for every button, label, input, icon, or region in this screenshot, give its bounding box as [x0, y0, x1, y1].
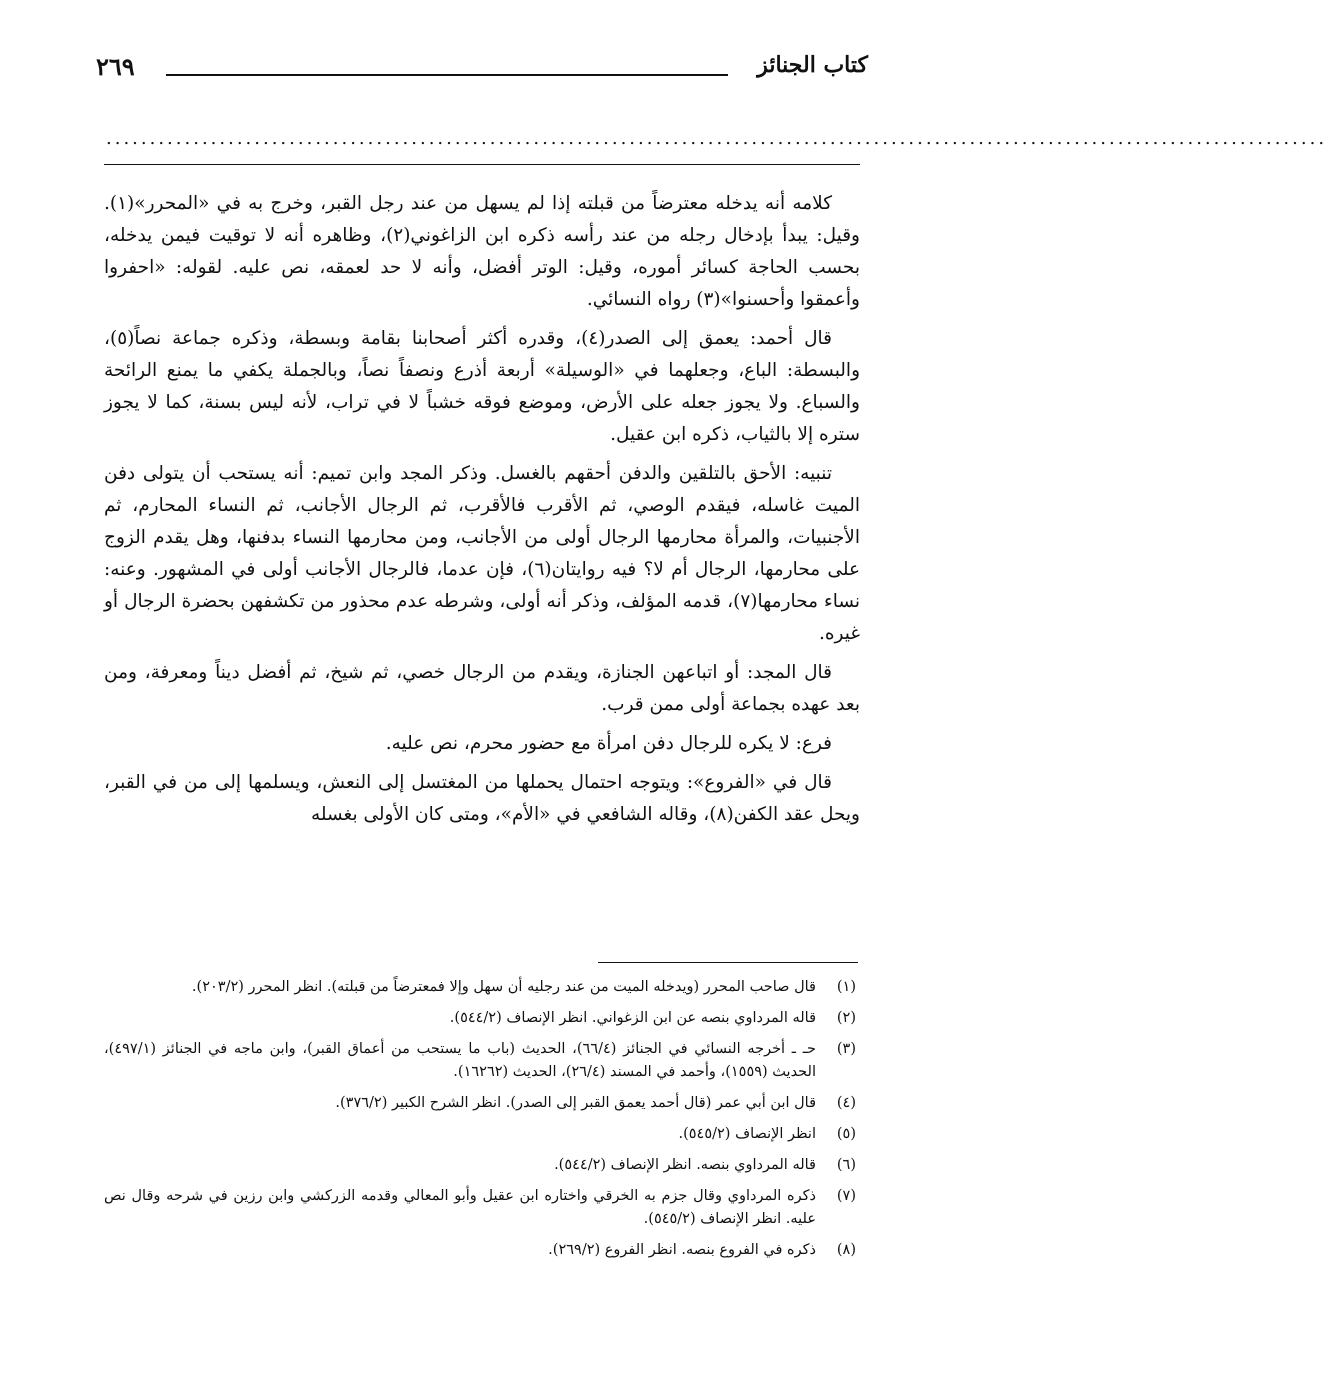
footnote-number: (٤)	[836, 1095, 856, 1111]
footnote-text: ذكره في الفروع بنصه. انظر الفروع (٢٦٩/٢).	[548, 1242, 816, 1258]
page-header	[96, 52, 868, 88]
paragraph: كلامه أنه يدخله معترضاً من قبلته إذا لم يسهل من عند رجل القبر، وخرج به في «المحرر»(١). وقيل: يبدأ بإدخال رجله من عند رأسه ذكره ابن الزاغوني(٢)، وظاهره أنه لا توقيت فيمن يدخله، بحسب الحاجة كسائر أموره، وقيل: الوتر أفضل، وأنه لا حد لعمقه، نص عليه. لقوله: «احفروا وأعمقوا وأحسنوا»(٣) رواه النسائي.	[104, 193, 860, 310]
footnote-number: (٦)	[836, 1157, 856, 1173]
paragraph: قال المجد: أو اتباعهن الجنازة، ويقدم من الرجال خصي، ثم شيخ، ثم أفضل ديناً ومعرفة، ومن بعد عهده بجماعة أولى ممن قرب.	[104, 662, 860, 715]
footnote-number: (١)	[836, 979, 856, 995]
footnote-number: (٨)	[836, 1242, 856, 1258]
footnote	[104, 1239, 856, 1262]
footnote-text: قال ابن أبي عمر (قال أحمد يعمق القبر إلى الصدر). انظر الشرح الكبير (٣٧٦/٢).	[335, 1095, 816, 1111]
footnote-number: (٣)	[836, 1041, 856, 1057]
main-text	[104, 188, 860, 838]
chapter-title: كتاب الجنائز	[757, 52, 868, 78]
footnote	[104, 1154, 856, 1177]
footnote-text: قاله المرداوي بنصه. انظر الإنصاف (٥٤٤/٢).	[554, 1157, 816, 1173]
footnote	[104, 1092, 856, 1115]
footnote-number: (٥)	[836, 1126, 856, 1142]
separator-rule	[104, 164, 860, 165]
footnote-text: قال صاحب المحرر (ويدخله الميت من عند رجليه أن سهل وإلا فمعترضاً من قبلته). انظر المحرر (٢٠٣/٢).	[191, 979, 816, 995]
paragraph: تنبيه: الأحق بالتلقين والدفن أحقهم بالغسل. وذكر المجد وابن تميم: أنه يستحب أن يتولى دفن الميت غاسله، فيقدم الوصي، ثم الأقرب فالأقرب، ثم الرجال الأجانب، ثم النساء المحارم، ثم الأجنبيات، والمرأة محارمها الرجال أولى من الأجانب، ومن محارمها النساء بدفنها، وهل يقدم الزوج على محارمها، الرجال أم لا؟ فيه روايتان(٦)، فإن عدما، فالرجال الأجانب أولى في المشهور. وعنه: نساء محارمها(٧)، قدمه المؤلف، وذكر أنه أولى، وشرطه عدم محذور من تكشفهن بحضرة الرجال أو غيره.	[104, 463, 860, 644]
dotted-separator: ............................................................................................................................................	[106, 128, 1327, 149]
footnote-text: انظر الإنصاف (٥٤٥/٢).	[678, 1126, 816, 1142]
footnote-text: قاله المرداوي بنصه عن ابن الزغواني. انظر الإنصاف (٥٤٤/٢).	[449, 1010, 816, 1026]
footnote	[104, 976, 856, 999]
paragraph: فرع: لا يكره للرجال دفن امرأة مع حضور محرم، نص عليه.	[385, 733, 832, 754]
paragraph: قال في «الفروع»: ويتوجه احتمال يحملها من المغتسل إلى النعش، ويسلمها إلى من في القبر، ويحل عقد الكفن(٨)، وقاله الشافعي في «الأم»، ومتى كان الأولى بغسله	[104, 772, 860, 825]
header-rule	[166, 74, 728, 76]
footnote-number: (٧)	[836, 1188, 856, 1204]
footnote-text: حـ ـ أخرجه النسائي في الجنائز (٦٦/٤)، الحديث (باب ما يستحب من أعماق القبر)، وابن ماجه في الجنائز (٤٩٧/١)، الحديث (١٥٥٩)، وأحمد في المسند (٢٦/٤)، الحديث (١٦٢٦٢).	[104, 1041, 816, 1080]
footnotes	[104, 976, 856, 1270]
footnote-number: (٢)	[836, 1010, 856, 1026]
footnote	[104, 1038, 856, 1084]
page-number: ٢٦٩	[96, 52, 135, 81]
footnote-separator	[598, 962, 858, 963]
footnote	[104, 1185, 856, 1231]
footnote	[104, 1007, 856, 1030]
footnote	[104, 1123, 856, 1146]
paragraph: قال أحمد: يعمق إلى الصدر(٤)، وقدره أكثر أصحابنا بقامة وبسطة، وذكره جماعة نصاً(٥)، والبسطة: الباع، وجعلهما في «الوسيلة» أربعة أذرع ونصفاً نصاً، وبالجملة يكفي ما يمنع الرائحة والسباع. ولا يجوز جعله على الأرض، وموضع فوقه خشباً لا في تراب، لأنه ليس بسنة، كما لا يجوز ستره إلا بالثياب، ذكره ابن عقيل.	[104, 328, 860, 445]
footnote-text: ذكره المرداوي وقال جزم به الخرقي واختاره ابن عقيل وأبو المعالي وقدمه الزركشي وابن رزين في شرحه وقال نص عليه. انظر الإنصاف (٥٤٥/٢).	[104, 1188, 816, 1227]
